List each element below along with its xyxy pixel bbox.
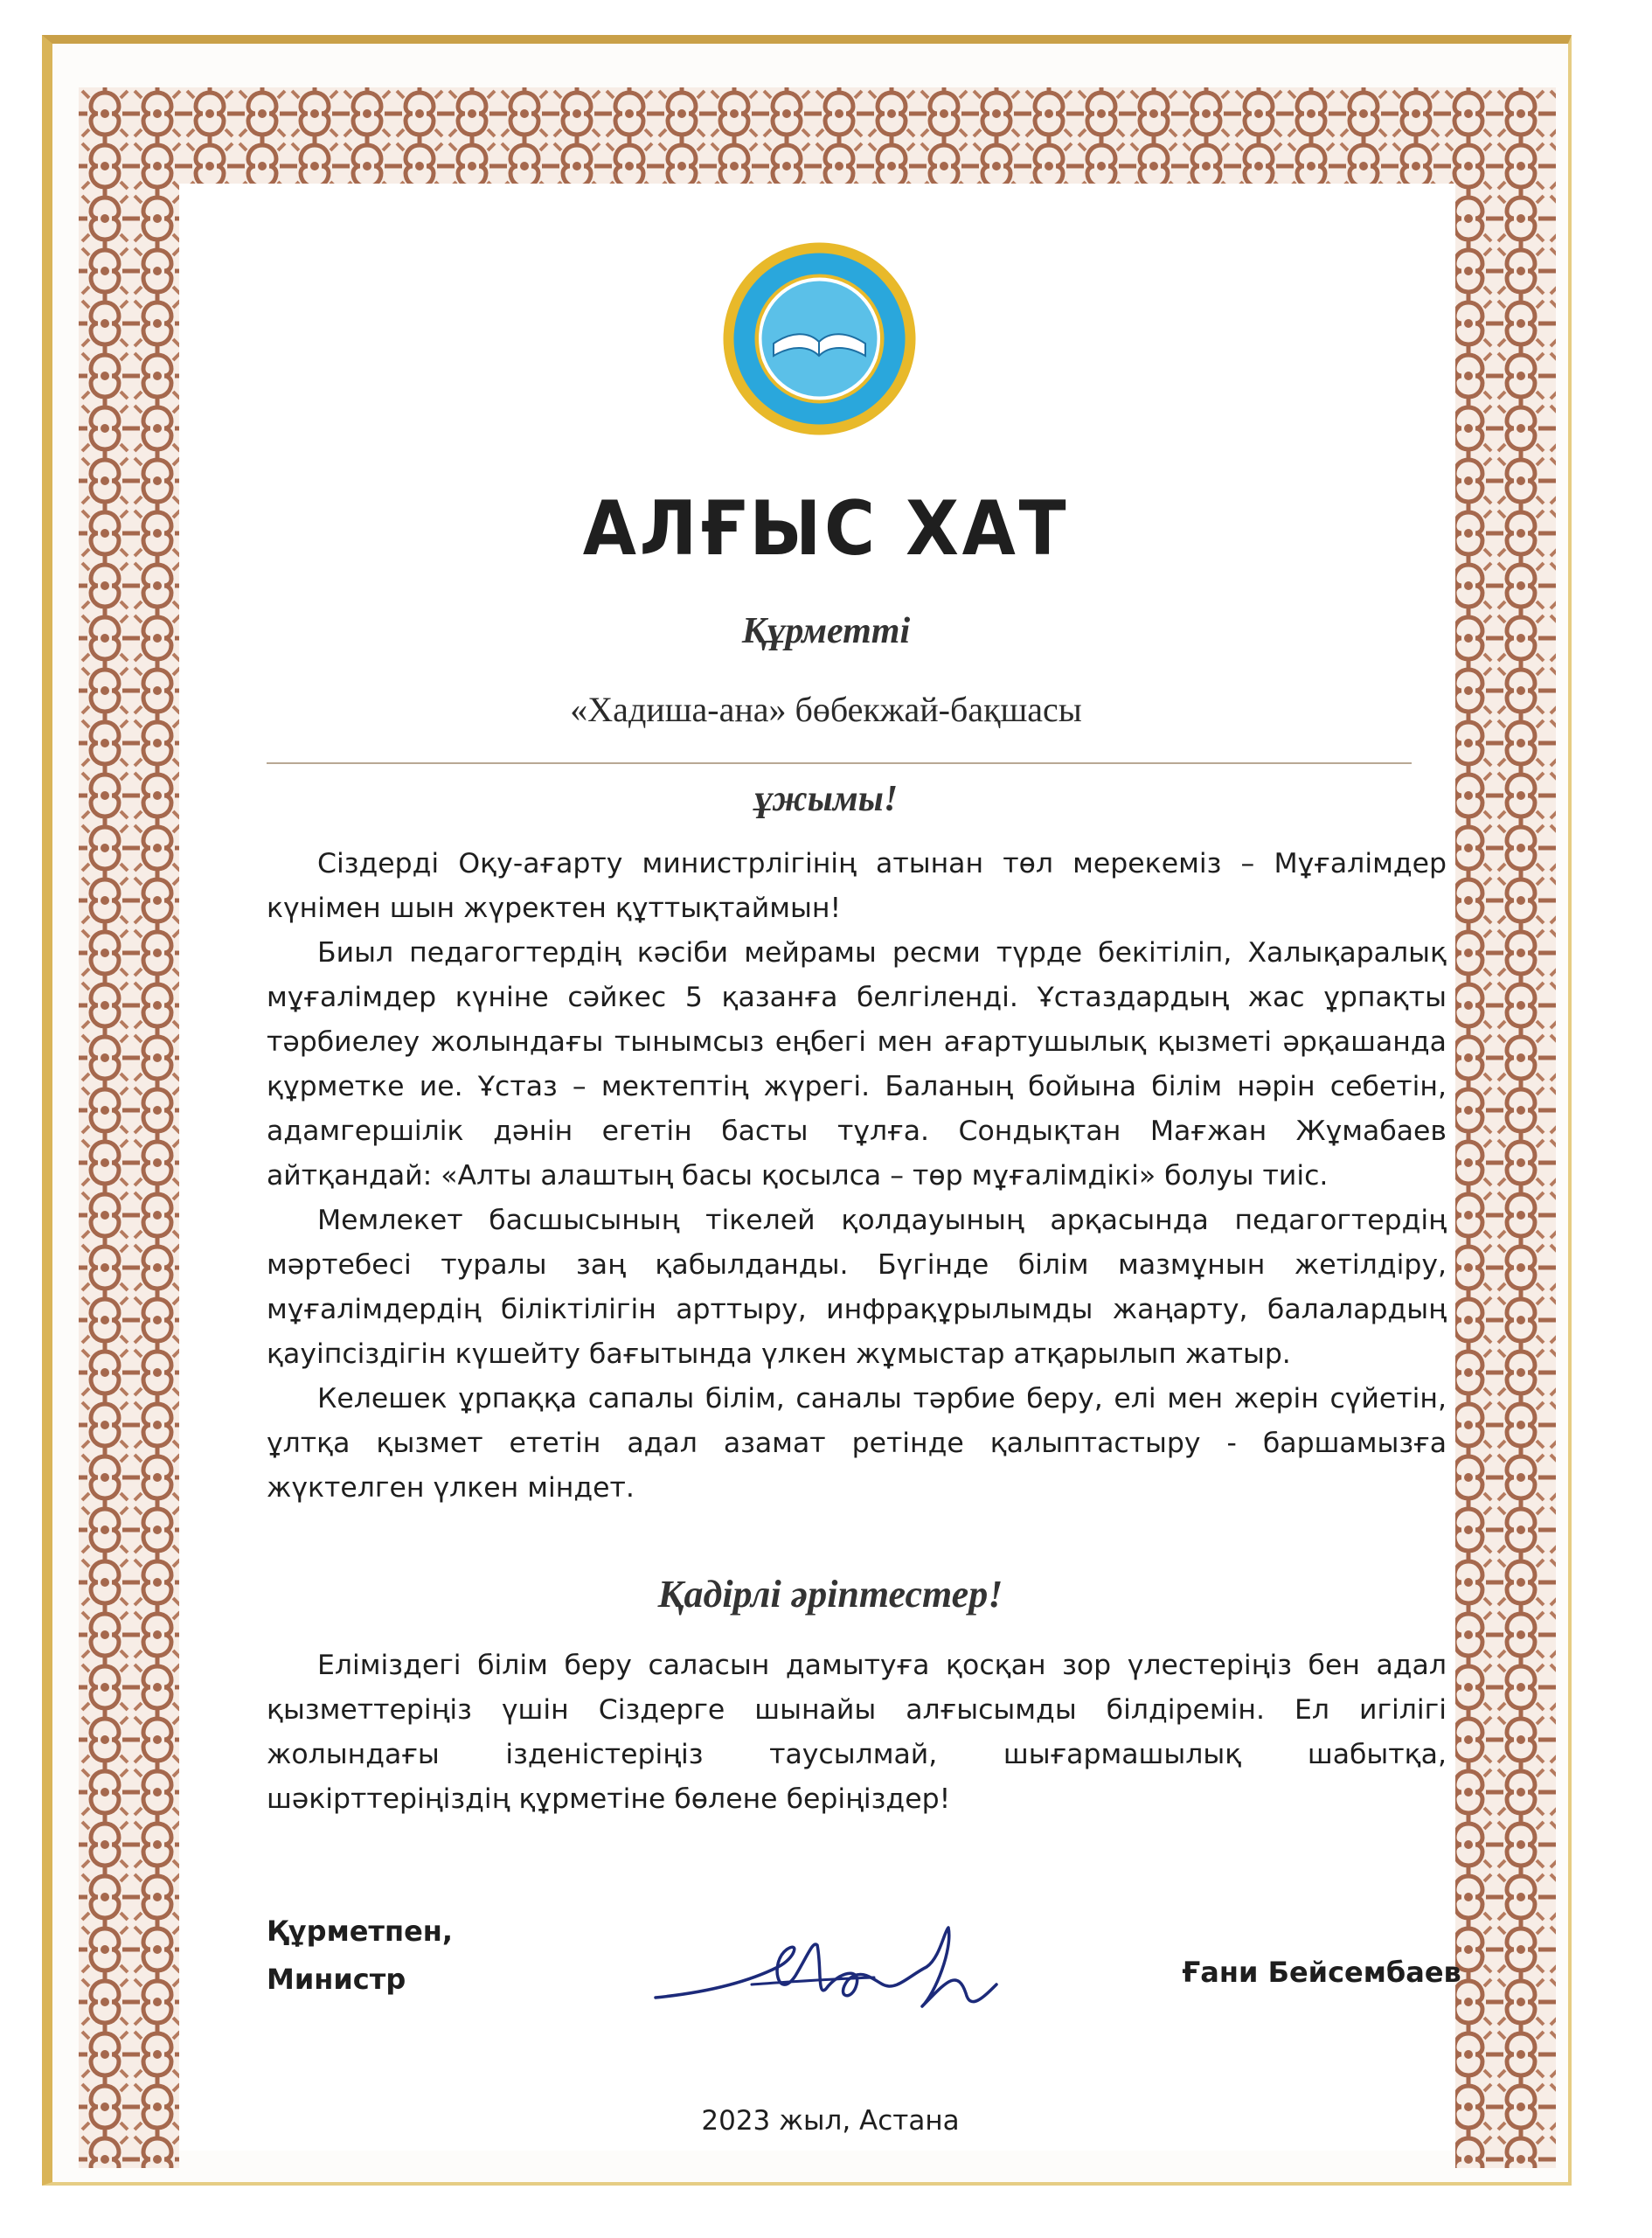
- signature-icon: [647, 1915, 1031, 2028]
- closing-body: [267, 1644, 1447, 1822]
- signer-position: Министр: [267, 1963, 406, 1996]
- sign-off-block: [267, 1908, 453, 2004]
- closing-paragraph: Еліміздегі білім беру саласын дамытуға қосқан зор үлестеріңіз бен адал қызметтеріңіз үшін Сіздерге шынайы алғысымды білдіремін. Ел игілігі жолындағы ізденістеріңіз таусылмай, шығармашылық шабытқа, шәкірттеріңіздің құрметіне бөлене беріңіздер!: [267, 1650, 1447, 1815]
- body-paragraph-3: Мемлекет басшысының тікелей қолдауының арқасында педагогтердің мәртебесі туралы заң қабылданды. Бүгінде білім мазмұнын жетілдіру, мұғалімдердің біліктілігін арттыру, инфрақұрылымды жаңарту, балалардың қауіпсіздігін күшейту бағытында үлкен жұмыстар атқарылып жатыр.: [267, 1205, 1447, 1370]
- letter-title: АЛҒЫС ХАТ: [582, 485, 1070, 573]
- body-paragraph-1: Сіздерді Оқу-ағарту министрлігінің атынан төл мерекеміз – Мұғалімдер күнімен шын жүректен құттықтаймын!: [267, 848, 1447, 924]
- signer-name: Ғани Бейсембаев: [1182, 1956, 1461, 1989]
- ministry-emblem-icon: [721, 240, 918, 437]
- letter-body: [267, 842, 1447, 1511]
- body-paragraph-4: Келешек ұрпаққа сапалы білім, саналы тәрбие беру, елі мен жерін сүйетін, ұлтқа қызмет ететін адал азамат ретінде қалыптастыру - баршамызға жүктелген үлкен міндет.: [267, 1383, 1447, 1504]
- salutation: Құрметті: [741, 611, 911, 651]
- colleagues-subheading: Қадірлі әріптестер!: [657, 1573, 1003, 1616]
- recipient-name: «Хадиша-ана» бөбекжай-бақшасы: [570, 690, 1082, 729]
- recipient-collective: ұжымы!: [753, 779, 899, 819]
- sign-off: Құрметпен,: [267, 1915, 454, 1948]
- recipient-underline: [267, 762, 1412, 764]
- date-place: 2023 жыл, Астана: [701, 2105, 960, 2137]
- body-paragraph-2: Биыл педагогтердің кәсіби мейрамы ресми түрде бекітіліп, Халықаралық мұғалімдер күніне сәйкес 5 қазанға белгіленді. Ұстаздардың жас ұрпақты тәрбиелеу жолындағы тынымсыз еңбегі мен ағартушылық қызметі әрқашанда құрметке ие. Ұстаз – мектептің жүрегі. Баланың бойына білім нәрін себетін, адамгершілік дәнін егетін басты тұлға. Сондықтан Мағжан Жұмабаев айтқандай: «Алты алаштың басы қосылса – төр мұғалімдікі» болуы тиіс.: [267, 937, 1447, 1192]
